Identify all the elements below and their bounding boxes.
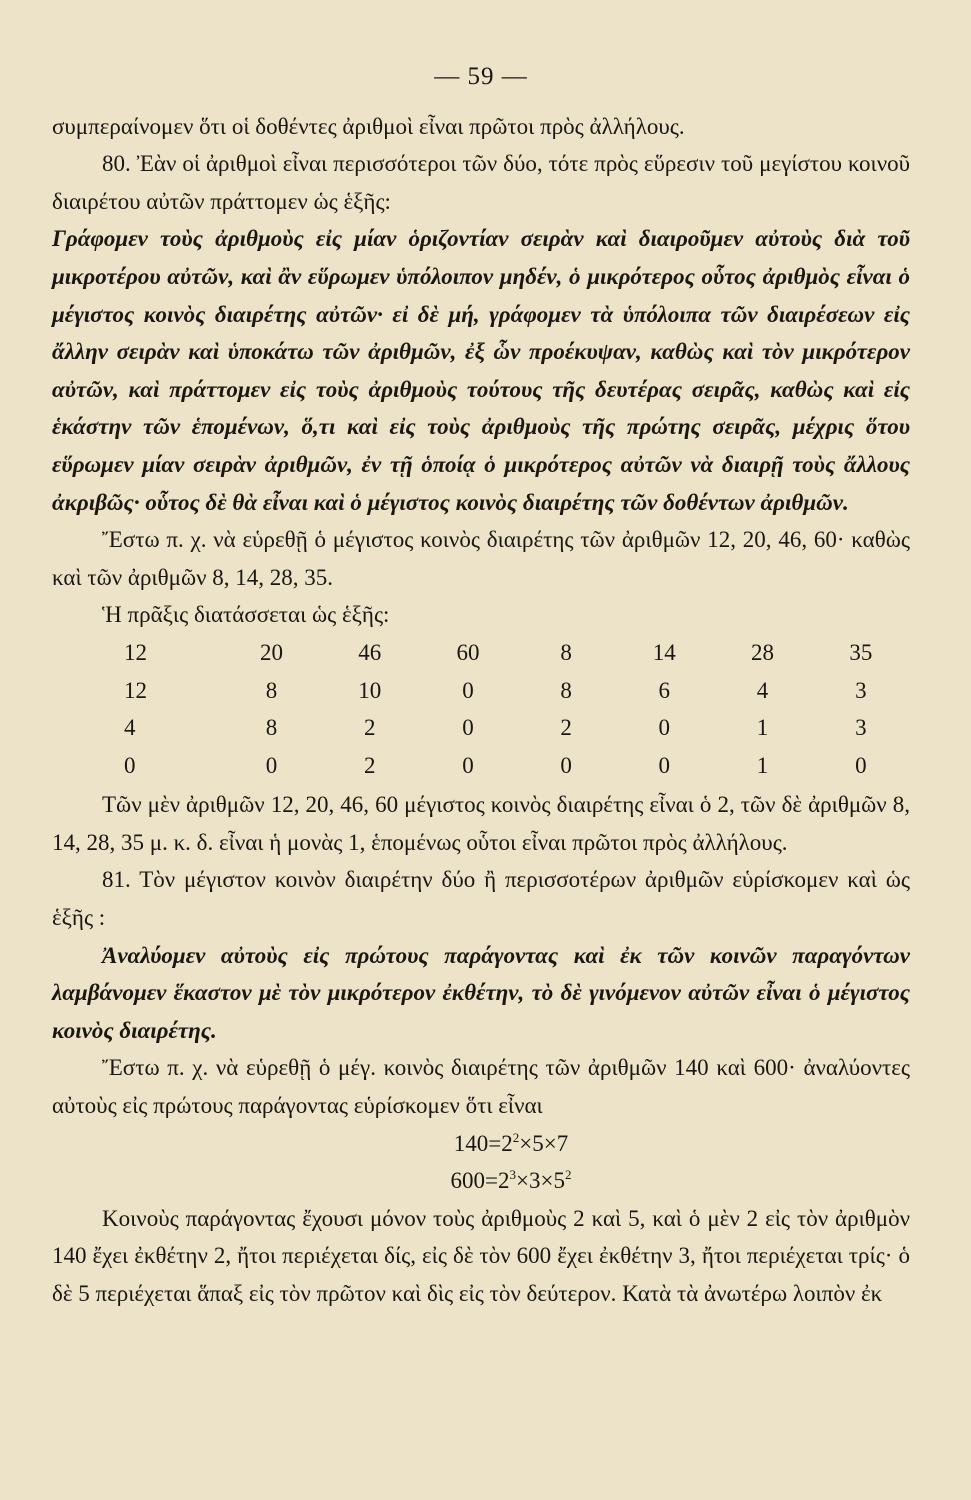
formula-600-lhs: 600=2 [450, 1168, 510, 1194]
table-cell: 46 [358, 639, 382, 665]
table-cell: 14 [652, 639, 676, 665]
paragraph-continuation: συμπεραίνομεν ὅτι οἱ δοθέντες ἀριθμοὶ εἶναι πρῶτοι πρὸς ἀλλήλους. [52, 113, 685, 139]
table-cell: 0 [462, 752, 474, 778]
table-cell: 0 [124, 752, 136, 778]
division-table [102, 634, 910, 784]
table-row [102, 709, 910, 747]
table-cell: 1 [756, 715, 769, 741]
formula-140-exponent: 2 [512, 1129, 520, 1145]
table-cell: 3 [855, 677, 867, 703]
section-81-example: Ἔστω π. χ. νὰ εὑρεθῇ ὁ μέγ. κοινὸς διαιρέτης τῶν ἀριθμῶν 140 καὶ 600· ἀναλύοντες αὐτοὺς εἰς πρώτους παράγοντας εὑρίσκομεν ὅτι εἶναι [52, 1055, 910, 1119]
table-cell: 8 [560, 639, 572, 665]
section-80-example: Ἔστω π. χ. νὰ εὑρεθῇ ὁ μέγιστος κοινὸς διαιρέτης τῶν ἀριθμῶν 12, 20, 46, 60· καθὼς καὶ τῶν ἀριθμῶν 8, 14, 28, 35. [52, 527, 910, 590]
table-cell: 0 [265, 752, 278, 778]
table-cell: 8 [265, 715, 278, 741]
table-cell: 0 [462, 677, 474, 703]
table-cell: 6 [658, 677, 670, 703]
table-cell: 12 [124, 639, 147, 665]
table-row [102, 634, 910, 672]
table-cell: 0 [560, 752, 572, 778]
section-81-number: 81. [102, 867, 131, 893]
formula-140-rhs: ×5×7 [519, 1130, 569, 1156]
section-80-arrangement: Ἡ πρᾶξις διατάσσεται ὡς ἑξῆς: [102, 602, 390, 628]
table-cell: 35 [849, 639, 873, 665]
table-cell: 8 [265, 677, 278, 703]
table-cell: 4 [124, 715, 136, 741]
table-cell: 0 [855, 752, 867, 778]
table-cell: 1 [756, 752, 769, 778]
text-area [52, 58, 910, 1313]
table-row [102, 747, 910, 785]
table-cell: 0 [658, 715, 670, 741]
table-row [102, 672, 910, 710]
section-80-intro [52, 145, 910, 220]
section-80-rule: Γράφομεν τοὺς ἀριθμοὺς εἰς μίαν ὁριζοντίαν σειρὰν καὶ διαιροῦμεν αὐτοὺς διὰ τοῦ μικροτέρου αὐτῶν, καὶ ἂν εὕρωμεν ὑπόλοιπον μηδέν, ὁ μικρότερος οὗτος ἀριθμὸς εἶναι ὁ μέγιστος κοινὸς διαιρέτης αὐτῶν· εἰ δὲ μή, γράφομεν τὰ ὑπόλοιπα τῶν διαιρέσεων εἰς ἄλλην σειρὰν καὶ ὑποκάτω τῶν ἀριθμῶν, ἐξ ὧν προέκυψαν, καθὼς καὶ τὸν μικρότερον αὐτῶν, καὶ πράττομεν εἰς τοὺς ἀριθμοὺς τούτους τῆς δευτέρας σειρᾶς, καθὼς καὶ εἰς ἑκάστην τῶν ἑπομένων, ὅ,τι καὶ εἰς τοὺς ἀριθμοὺς τῆς πρώτης σειρᾶς, μέχρις ὅτου εὕρωμεν μίαν σειρὰν ἀριθμῶν, ἐν τῇ ὁποίᾳ ὁ μικρότερος αὐτῶν νὰ διαιρῇ τοὺς ἄλλους ἀκριβῶς· οὗτος δὲ θὰ εἶναι καὶ ὁ μέγιστος κοινὸς διαιρέτης τῶν δοθέντων ἀριθμῶν. [52, 226, 910, 515]
table-cell: 2 [560, 715, 572, 741]
formula-600 [112, 1162, 910, 1200]
table-cell: 0 [658, 752, 670, 778]
formula-140-lhs: 140=2 [453, 1130, 513, 1156]
table-cell: 12 [124, 677, 147, 703]
table-cell: 2 [363, 752, 376, 778]
section-81-rule: Ἀναλύομεν αὐτοὺς εἰς πρώτους παράγοντας καὶ ἐκ τῶν κοινῶν παραγόντων λαμβάνομεν ἕκαστον μὲ τὸν μικρότερον ἐκθέτην, τὸ δὲ γινόμενον αὐτῶν εἶναι ὁ μέγιστος κοινὸς διαιρέτης. [52, 942, 910, 1043]
table-cell: 10 [358, 677, 382, 703]
table-cell: 3 [855, 715, 867, 741]
formula-600-exponent-2: 2 [564, 1167, 572, 1183]
table-cell: 60 [456, 639, 480, 665]
formula-140 [112, 1125, 910, 1163]
section-80-intro-text: Ἐὰν οἱ ἀριθμοὶ εἶναι περισσότεροι τῶν δύο, τότε πρὸς εὕρεσιν τοῦ μεγίστου κοινοῦ διαιρέτου αὐτῶν πράττομεν ὡς ἑξῆς: [52, 151, 911, 214]
page-number: — 59 — [434, 63, 528, 90]
table-cell: 2 [363, 715, 376, 741]
table-cell: 8 [560, 677, 572, 703]
section-80-number: 80. [102, 151, 131, 177]
section-80-conclusion: Τῶν μὲν ἀριθμῶν 12, 20, 46, 60 μέγιστος κοινὸς διαιρέτης εἶναι ὁ 2, τῶν δὲ ἀριθμῶν 8, 14, 28, 35 μ. κ. δ. εἶναι ἡ μονὰς 1, ἑπομένως οὗτοι εἶναι πρῶτοι πρὸς ἀλλήλους. [52, 792, 910, 855]
table-cell: 0 [462, 715, 474, 741]
section-81-intro-text: Τὸν μέγιστον κοινὸν διαιρέτην δύο ἢ περισσοτέρων ἀριθμῶν εὑρίσκομεν καὶ ὡς ἑξῆς : [52, 867, 910, 931]
section-81-intro [52, 861, 910, 936]
formula-600-mid: ×3×5 [516, 1168, 565, 1194]
table-cell: 28 [751, 639, 775, 665]
table-cell: 20 [259, 639, 283, 665]
section-81-closing: Κοινοὺς παράγοντας ἔχουσι μόνον τοὺς ἀριθμοὺς 2 καὶ 5, καὶ ὁ μὲν 2 εἰς τὸν ἀριθμὸν 140 ἔχει ἐκθέτην 2, ἤτοι περιέχεται δίς, εἰς δὲ τὸν 600 ἔχει ἐκθέτην 3, ἤτοι περιέχεται τρίς· ὁ δὲ 5 περιέχεται ἅπαξ εἰς τὸν πρῶτον καὶ δὶς εἰς τὸν δεύτερον. Κατὰ τὰ ἀνωτέρω λοιπὸν ἐκ [52, 1205, 910, 1306]
formula-600-exponent: 3 [509, 1167, 517, 1183]
table-cell: 4 [756, 677, 769, 703]
